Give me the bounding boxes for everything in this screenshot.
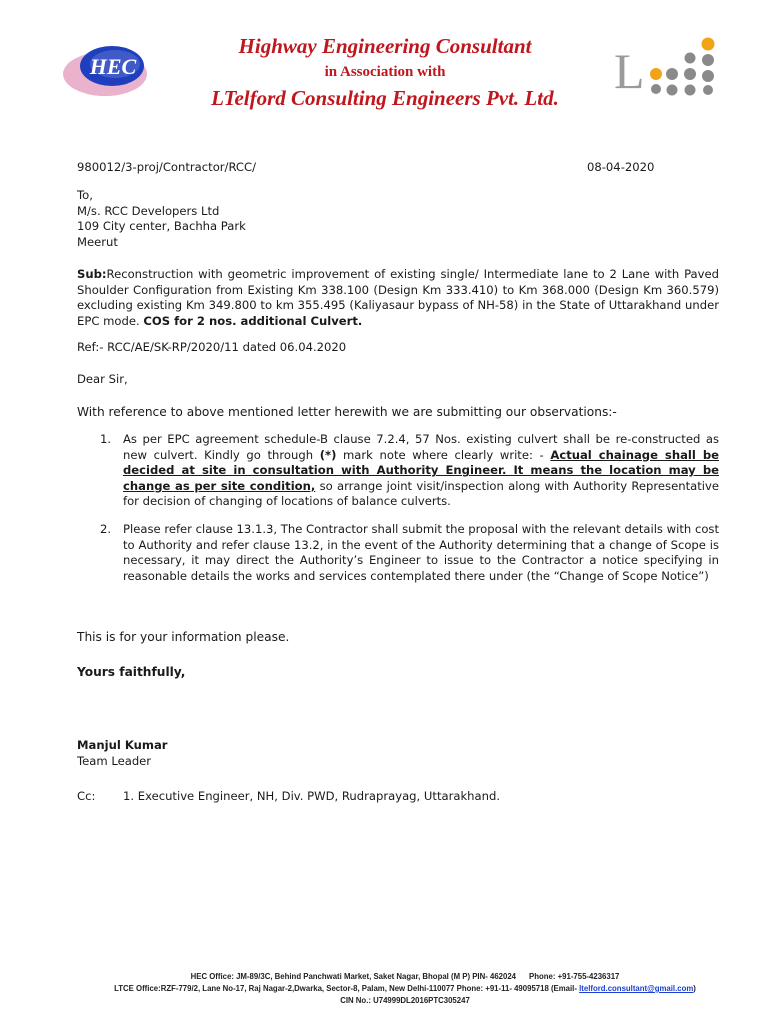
observation-item bbox=[77, 432, 719, 510]
asterisk-mark: (*) bbox=[319, 447, 337, 462]
footer-hec-office: HEC Office: JM-89/3C, Behind Panchwati Market, Saket Nagar, Bhopal (M P) PIN- 462024 Phone: +91-755-4236317 bbox=[190, 972, 620, 981]
observation-text: As per EPC agreement schedule-B clause 7.2.4, 57 Nos. existing culvert shall be re-constructed as new culvert. Kindly go through bbox=[123, 432, 719, 462]
reference-line: Ref:- RCC/AE/SK-RP/2020/11 dated 06.04.2020 bbox=[77, 340, 347, 354]
cc-label: Cc: bbox=[77, 789, 96, 803]
partner-company-title: LTelford Consulting Engineers Pvt. Ltd. bbox=[211, 86, 559, 110]
association-line: in Association with bbox=[324, 64, 446, 80]
observation-number: 2. bbox=[100, 521, 112, 536]
footer-email-link[interactable]: ltelford.consultant@gmail.com bbox=[579, 984, 694, 993]
letter-date: 08-04-2020 bbox=[587, 160, 655, 174]
observation-text: so arrange joint visit/inspection along with Authority Representative for decision of changing of locations of balance culverts. bbox=[123, 478, 719, 509]
observation-item bbox=[77, 522, 719, 584]
footer-ltce-suffix: ) bbox=[693, 984, 696, 993]
ltelford-logo-letter: L bbox=[614, 43, 645, 99]
footer-ltce-office bbox=[40, 983, 768, 995]
address-line: M/s. RCC Developers Ltd bbox=[77, 203, 220, 218]
address-line: Meerut bbox=[77, 234, 118, 249]
observation-number: 1. bbox=[100, 432, 112, 446]
to-label: To, bbox=[77, 188, 93, 202]
cc-recipient: 1. Executive Engineer, NH, Div. PWD, Rudraprayag, Uttarakhand. bbox=[123, 789, 501, 803]
subject-cos: COS for 2 nos. additional Culvert. bbox=[143, 313, 363, 328]
footer-ltce-address: LTCE Office:RZF-779/2, Lane No-17, Raj Nagar-2,Dwarka, Sector-8, Palam, New Delhi-110077 Phone: +91-11- 49095718 (Email- bbox=[114, 984, 580, 993]
recipient-block bbox=[77, 188, 246, 250]
observations-list bbox=[77, 432, 719, 596]
subject-paragraph bbox=[77, 267, 719, 329]
observation-text: mark note where clearly write: - bbox=[336, 447, 551, 462]
hec-logo-text: HEC bbox=[89, 54, 137, 79]
signatory-title: Team Leader bbox=[77, 754, 152, 768]
footer bbox=[40, 971, 768, 1007]
signatory-name: Manjul Kumar bbox=[77, 738, 168, 752]
closing: Yours faithfully, bbox=[77, 665, 186, 679]
intro-paragraph: With reference to above mentioned letter herewith we are submitting our observations:- bbox=[77, 405, 617, 419]
observation-text: Please refer clause 13.1.3, The Contractor shall submit the proposal with the relevant details with cost to Authority and refer clause 13.2, in the event of the Authority determining that a change of Scope is necessary, it may direct the Authority’s Engineer to issue to the Contractor a notice specifying in reasonable details the works and services contemplated there under (the “Change of Scope Notice”) bbox=[123, 521, 719, 583]
hec-logo bbox=[60, 38, 150, 102]
salutation: Dear Sir, bbox=[77, 372, 128, 386]
subject-text: Reconstruction with geometric improvement of existing single/ Intermediate lane to 2 Lane with Paved Shoulder Configuration from Existing Km 338.100 (Design Km 333.410) to Km 368.000 (Design Km 360.579) excluding existing Km 349.800 to km 355.495 (Kaliyasaur bypass of NH-58) in the State of Uttarakhand under EPC mode. bbox=[77, 267, 719, 328]
subject-label: Sub: bbox=[77, 267, 107, 281]
highlighted-note: Actual chainage shall be decided at site in consultation with Authority Engineer. It means the location may be change as per site condition, bbox=[123, 447, 719, 493]
address-line: 109 City center, Bachha Park bbox=[77, 219, 246, 234]
ltelford-logo bbox=[612, 36, 722, 100]
company-title: Highway Engineering Consultant bbox=[238, 34, 532, 58]
info-line: This is for your information please. bbox=[77, 630, 290, 644]
footer-cin: CIN No.: U74999DL2016PTC305247 bbox=[340, 996, 470, 1005]
reference-number: 980012/3-proj/Contractor/RCC/ bbox=[77, 160, 257, 174]
